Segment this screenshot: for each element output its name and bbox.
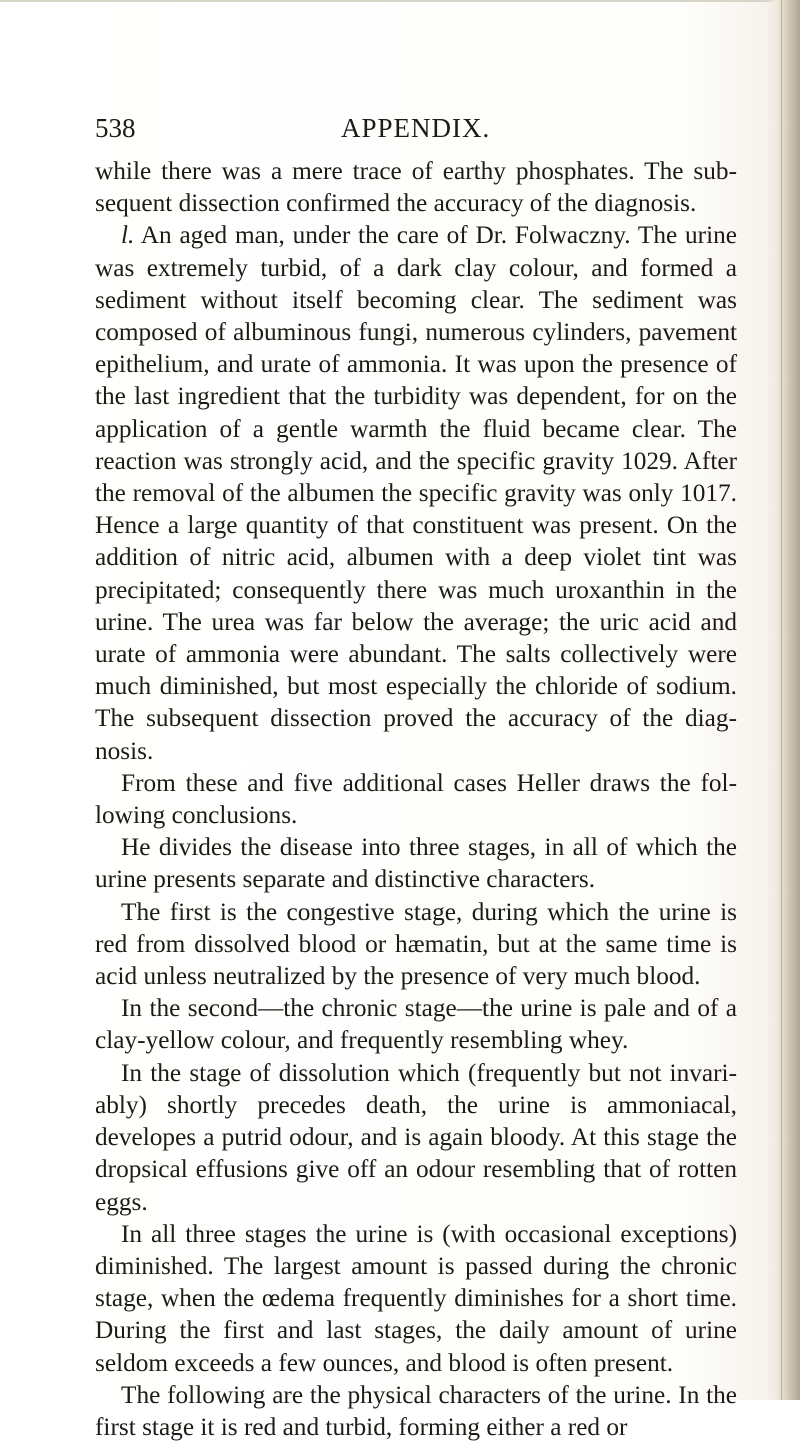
page-header xyxy=(95,108,735,148)
body-text xyxy=(95,155,737,1443)
page-number: 538 xyxy=(95,113,136,143)
page-edge-shadow xyxy=(766,0,800,1400)
paragraph-second-stage: In the second—the chronic stage—the urine is pale and of a clay-yellow colour, and frequently resembling whey. xyxy=(95,994,737,1055)
page-edge-line xyxy=(781,0,782,1400)
running-head: APPENDIX. xyxy=(341,113,491,143)
paragraph-continuation: while there was a mere trace of earthy phosphates. The subsequent dissection confirmed the accuracy of the diagnosis. xyxy=(95,157,737,218)
paragraph-stages: He divides the disease into three stages, in all of which the urine presents separate and distinctive characters. xyxy=(95,833,737,894)
paragraph-conclusions-intro: From these and five additional cases Heller draws the following conclusions. xyxy=(95,768,737,830)
paragraph-all-stages: In all three stages the urine is (with occasional exceptions) diminished. The largest amount is passed during the chronic stage, when the œdema frequently diminishes for a short time. During the first and last stages, the daily amount of urine seldom exceeds a few ounces, and blood is often present. xyxy=(95,1219,737,1377)
paragraph-case-l xyxy=(95,219,737,766)
top-edge-rule xyxy=(0,0,800,2)
paragraph-case-l-text: An aged man, under the care of Dr. Folwaczny. The urine was extremely turbid, of a dark clay colour, and formed a sediment without itself becoming clear. The sediment was composed of albuminous fungi, numerous cylinders, pavement epithelium, and urate of ammonia. It was upon the presence of the last ingredient that the turbidity was dependent, for on the application of a gentle warmth the fluid became clear. The reaction was strongly acid, and the specific gravity 1029. After the removal of the albumen the specific gravity was only 1017. Hence a large quantity of that constituent was present. On the addition of nitric acid, albumen with a deep violet tint was precipitated; consequently there was much uroxanthin in the urine. The urea was far below the average; the uric acid and urate of ammonia were abundant. The salts collectively were much diminished, but most especially the chloride of sodium. The subsequent dissection proved the accuracy of the diagnosis. xyxy=(95,221,737,765)
paragraph-physical-characters: The following are the physical characters of the urine. In the first stage it is red and turbid, forming either a red or xyxy=(95,1380,737,1441)
case-label: l. xyxy=(121,221,135,250)
paragraph-dissolution-stage: In the stage of dissolution which (frequently but not invariably) shortly precedes death, the urine is ammoniacal, developes a putrid odour, and is again bloody. At this stage the dropsical effusions give off an odour resembling that of rotten eggs. xyxy=(95,1058,737,1216)
paragraph-first-stage: The first is the congestive stage, during which the urine is red from dissolved blood or hæmatin, but at the same time is acid unless neutralized by the presence of very much blood. xyxy=(95,897,737,991)
